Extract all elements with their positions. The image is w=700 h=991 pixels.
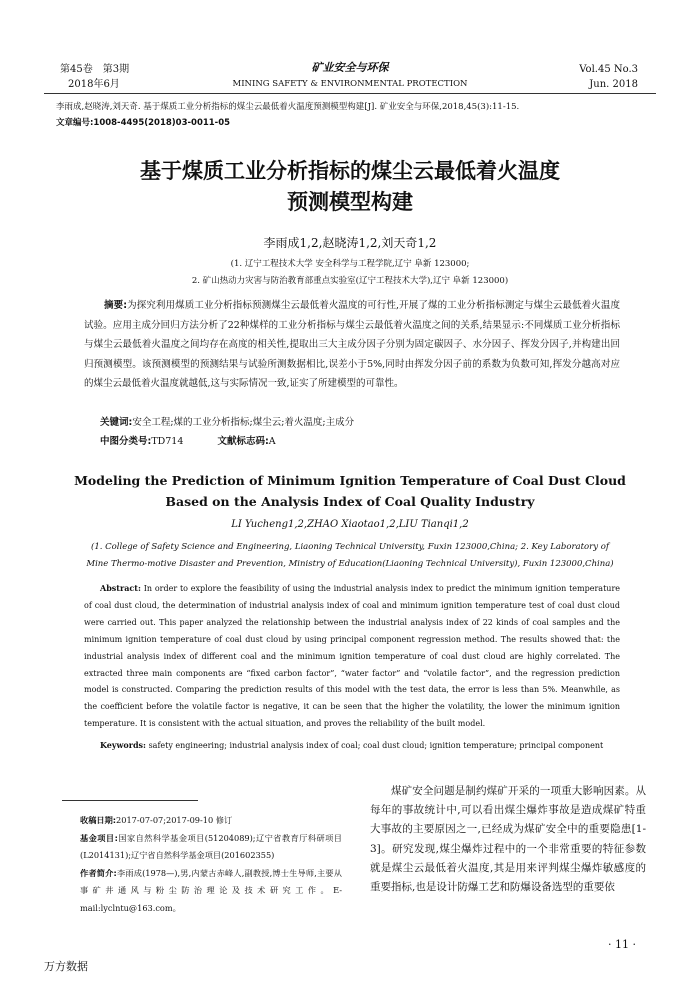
footnote-rule <box>62 800 198 801</box>
received-date: 收稿日期:2017-07-07;2017-09-10 修订 <box>80 815 233 825</box>
fund-info: 基金项目:国家自然科学基金项目(51204089);辽宁省教育厅科研项目(L2014131);辽宁省自然科学基金项目(201602355) <box>80 832 342 860</box>
page-number: · 11 · <box>608 938 636 951</box>
header-rule <box>44 93 656 94</box>
article-number: 文章编号:1008-4495(2018)03-0011-05 <box>56 118 231 128</box>
classification-line <box>100 432 620 451</box>
abstract-cn-text: 为探究利用煤质工业分析指标预测煤尘云最低着火温度的可行性,开展了煤的工业分析指标测定与煤尘云最低着火温度试验。应用主成分回归方法分析了22种煤样的工业分析指标与煤尘云最低着火温度之间的关系,结果显示:不同煤质工业分析指标与煤尘云最低着火温度之间均存在高度的相关性,提取出三大主成分因子分别为固定碳因子、水分因子、挥发分因子,并构建出回归预测模型。该预测模型的预测结果与试验所测数据相比,误差小于5%,同时由挥发分因子前的系数为负数可知,挥发分越高对应的煤尘云最低着火温度就越低,这与实际情况一致,证实了所建模型的可靠性。 <box>84 300 620 389</box>
clc-code: TD714 <box>151 436 184 447</box>
keywords-cn <box>100 413 620 432</box>
authors-cn: 李雨成1,2,赵晓涛1,2,刘天奇1,2 <box>263 236 437 250</box>
authors-en: LI Yucheng1,2,ZHAO Xiaotao1,2,LIU Tianqi1,2 <box>231 519 469 530</box>
citation: 李雨成,赵晓涛,刘天奇. 基于煤质工业分析指标的煤尘云最低着火温度预测模型构建[J]. 矿业安全与环保,2018,45(3):11-15. <box>56 102 520 112</box>
citation-block <box>56 99 656 131</box>
volume-issue-en: Vol.45 No.3 <box>579 64 638 75</box>
abstract-cn-label: 摘要: <box>104 300 128 311</box>
doc-code: A <box>268 436 276 447</box>
abstract-en <box>84 580 620 733</box>
abstract-en-text: In order to explore the feasibility of using the industrial analysis index to predict the minimum ignition temperature of coal dust cloud, the determination of industrial analysis index of coal and minimum ignition temperature test of coal dust cloud were carried out. This paper analyzed the relationship between the industrial analysis index of 22 kinds of coal samples and the minimum ignition temperature of coal dust cloud by using principal component regression method. The results showed that: the industrial analysis index of different coal and the minimum ignition temperature of coal dust cloud are highly correlated. The extracted three main components are “fixed carbon factor”, “water factor” and “volatile factor”, and the regression prediction model is constructed. Comparing the prediction results of this model with the test data, the error is less than 5%. Meanwhile, as the coefficient before the volatile factor is negative, it can be seen that the higher the volatility, the lower the minimum ignition temperature. It is consistent with the actual situation, and proves the reliability of the built model. <box>84 584 620 729</box>
journal-title-cn: 矿业安全与环保 <box>311 61 389 74</box>
body-text: 煤矿安全问题是制约煤矿开采的一项重大影响因素。从每年的事故统计中,可以看出煤尘爆炸事故是造成煤矿特重大事故的主要原因之一,已经成为煤矿安全中的重要隐患[1-3]。研究发现,煤尘爆炸过程中的一个非常重要的特征参数就是煤尘云最低着火温度,其是用来评判煤尘爆炸敏感度的重要指标,也是设计防爆工艺和防爆设备选型的重要依 <box>370 785 646 894</box>
affiliation-cn-2: 2. 矿山热动力灾害与防治教育部重点实验室(辽宁工程技术大学),辽宁 阜新 123000) <box>191 276 509 286</box>
affiliation-cn-1: (1. 辽宁工程技术大学 安全科学与工程学院,辽宁 阜新 123000; <box>230 259 470 269</box>
issue-date: 2018年6月 <box>68 79 120 90</box>
doc-code-label: 文献标志码: <box>217 436 269 447</box>
issue-date-en: Jun. 2018 <box>589 79 638 90</box>
clc-label: 中图分类号: <box>100 436 152 447</box>
title-en-line1: Modeling the Prediction of Minimum Ignition Temperature of Coal Dust Cloud <box>74 473 626 488</box>
journal-title-en: MINING SAFETY & ENVIRONMENTAL PROTECTION <box>232 79 468 89</box>
keywords-cn-label: 关键词: <box>100 417 133 428</box>
wanfang-watermark: 万方数据 <box>44 960 88 973</box>
abstract-en-label: Abstract: <box>100 583 141 593</box>
affiliation-en-2: Mine Thermo-motive Disaster and Prevention, Ministry of Education(Liaoning Technical University), Fuxin 123000,China) <box>86 559 614 569</box>
affiliation-en-1: (1. College of Safety Science and Engineering, Liaoning Technical University, Fuxin 123000,China; 2. Key Laboratory of <box>91 542 609 552</box>
abstract-cn <box>84 296 620 394</box>
title-cn-line2: 预测模型构建 <box>287 190 413 214</box>
footnote <box>80 812 342 917</box>
volume-issue: 第45卷 第3期 <box>60 64 130 75</box>
keywords-en-text: safety engineering; industrial analysis index of coal; coal dust cloud; ignition temperature; principal component <box>148 741 604 750</box>
keywords-en <box>84 737 620 755</box>
keywords-en-label: Keywords: <box>100 740 147 750</box>
author-bio: 作者简介:李雨成(1978—),男,内蒙古赤峰人,副教授,博士生导师,主要从事矿井通风与粉尘防治理论及技术研究工作。E-mail:lyclntu@163.com。 <box>80 867 342 913</box>
keywords-cn-text: 安全工程;煤的工业分析指标;煤尘云;着火温度;主成分 <box>132 417 355 428</box>
title-en-line2: Based on the Analysis Index of Coal Quality Industry <box>165 494 535 509</box>
title-cn-line1: 基于煤质工业分析指标的煤尘云最低着火温度 <box>140 159 560 183</box>
